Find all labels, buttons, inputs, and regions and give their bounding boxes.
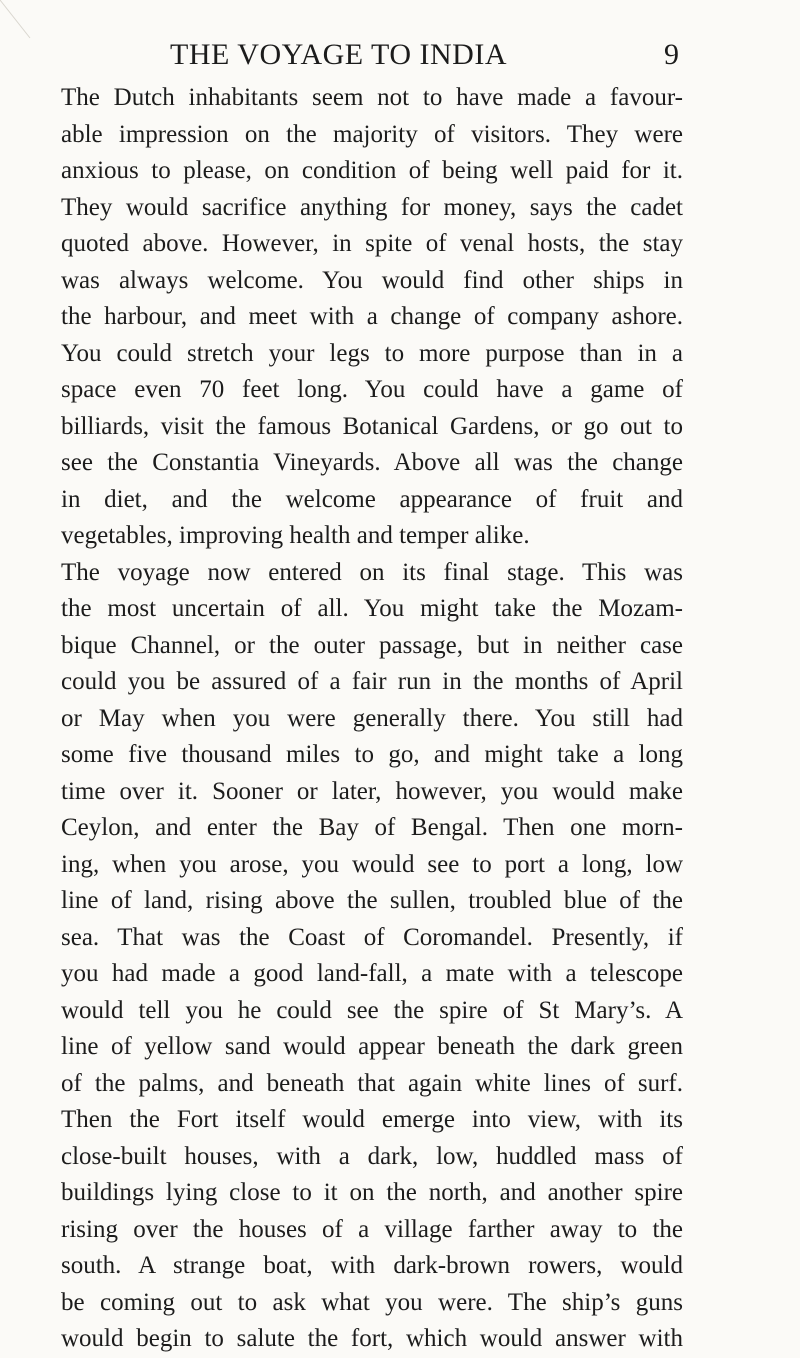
text-line: close-built houses, with a dark, low, huddled mass of	[61, 1142, 683, 1170]
text-line: Then the Fort itself would emerge into view, with its	[61, 1106, 683, 1133]
text-line: The voyage now entered on its final stage. This was	[61, 558, 683, 586]
body-text	[61, 80, 683, 1358]
text-line: the harbour, and meet with a change of company ashore.	[61, 303, 683, 330]
text-line: line of land, rising above the sullen, troubled blue of the	[61, 887, 683, 914]
text-line: of the palms, and beneath that again white lines of surf.	[61, 1069, 683, 1097]
text-line: They would sacrifice anything for money, says the cadet	[61, 193, 683, 221]
text-line: the most uncertain of all. You might take the Mozam-	[61, 595, 683, 622]
page-header	[0, 38, 800, 78]
text-line: in diet, and the welcome appearance of fruit and	[61, 485, 683, 513]
text-line: line of yellow sand would appear beneath the dark green	[61, 1033, 683, 1060]
text-line: or May when you were generally there. You still had	[61, 704, 683, 732]
text-line: quoted above. However, in spite of venal hosts, the stay	[61, 230, 683, 257]
text-line: able impression on the majority of visitors. They were	[61, 120, 683, 148]
page-number: 9	[664, 38, 679, 71]
text-line: The Dutch inhabitants seem not to have made a favour-	[61, 84, 683, 111]
text-line: would tell you he could see the spire of St Mary’s. A	[61, 996, 683, 1024]
text-line: vegetables, improving health and temper alike.	[61, 522, 530, 549]
text-line: billiards, visit the famous Botanical Gardens, or go out to	[61, 412, 683, 440]
text-line: sea. That was the Coast of Coromandel. Presently, if	[61, 923, 683, 951]
text-line: south. A strange boat, with dark-brown rowers, would	[61, 1252, 683, 1279]
text-line: you had made a good land-fall, a mate with a telescope	[61, 960, 683, 987]
page-corner-crease	[0, 0, 40, 40]
text-line: be coming out to ask what you were. The ship’s guns	[61, 1288, 683, 1316]
running-head: THE VOYAGE TO INDIA	[170, 38, 507, 71]
text-line: You could stretch your legs to more purpose than in a	[61, 339, 683, 367]
text-line: time over it. Sooner or later, however, you would make	[61, 777, 683, 805]
text-line: buildings lying close to it on the north, and another spire	[61, 1179, 683, 1206]
text-line: some five thousand miles to go, and might take a long	[61, 741, 683, 768]
text-line: ing, when you arose, you would see to port a long, low	[61, 850, 683, 878]
text-line: space even 70 feet long. You could have a game of	[61, 376, 683, 403]
text-line: rising over the houses of a village farther away to the	[61, 1215, 683, 1243]
text-line: could you be assured of a fair run in the months of April	[61, 668, 683, 695]
text-line: see the Constantia Vineyards. Above all was the change	[61, 449, 683, 476]
text-line: was always welcome. You would find other ships in	[61, 266, 683, 294]
text-line: bique Channel, or the outer passage, but in neither case	[61, 631, 683, 659]
text-line: would begin to salute the fort, which would answer with	[61, 1325, 683, 1352]
text-line: Ceylon, and enter the Bay of Bengal. Then one morn-	[61, 814, 683, 841]
text-line: anxious to please, on condition of being well paid for it.	[61, 157, 683, 184]
